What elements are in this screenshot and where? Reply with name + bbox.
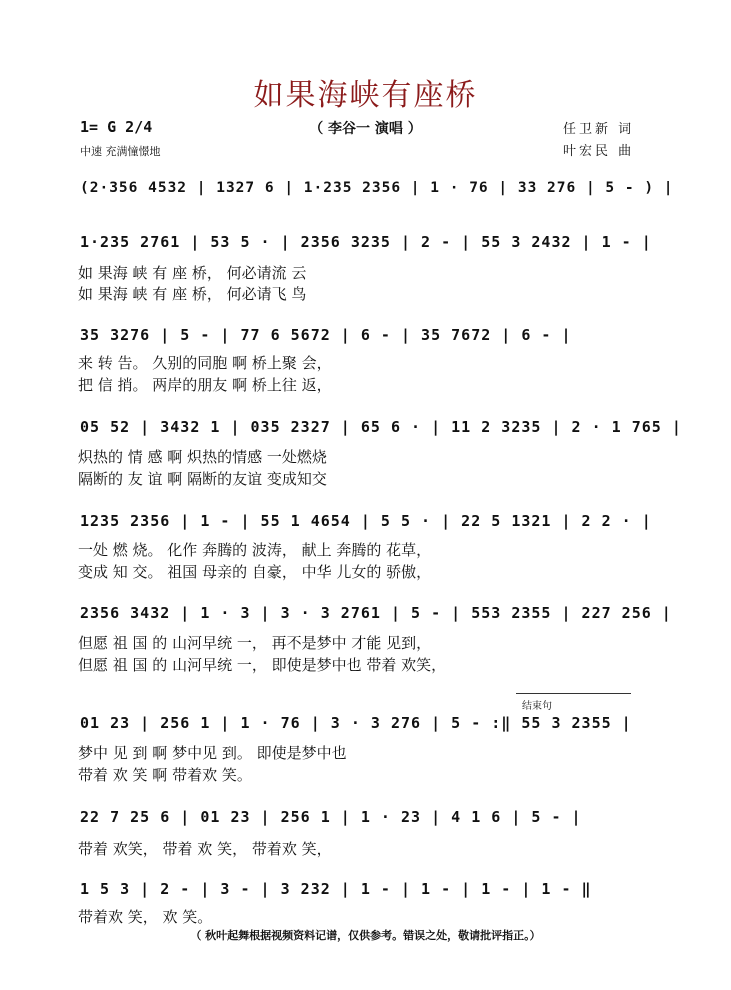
lyric-line: 隔断的 友 谊 啊 隔断的友谊 变成知交 [78, 470, 327, 488]
notation-line: 1 5 3 | 2 - | 3 - | 3 232 | 1 - | 1 - | 1 - | 1 - ‖ [80, 880, 592, 898]
lyric-line: 带着欢 笑， 欢 笑。 [78, 908, 213, 926]
lyric-line: 但愿 祖 国 的 山河早统 一， 即使是梦中也 带着 欢笑， [78, 656, 447, 674]
lyric-line: 炽热的 情 感 啊 炽热的情感 一处燃烧 [78, 448, 327, 466]
page-title: 如果海峡有座桥 [253, 78, 478, 113]
composer-credit: 叶宏民 曲 [563, 144, 635, 159]
lyricist-credit: 任卫新 词 [563, 122, 635, 137]
lyric-line: 把 信 捎。 两岸的朋友 啊 桥上往 返， [78, 376, 332, 394]
lyric-line: 来 转 告。 久别的同胞 啊 桥上聚 会， [78, 354, 332, 372]
lyric-line: 如 果海 峡 有 座 桥， 何必请流 云 [78, 264, 307, 282]
notation-line: 2356 3432 | 1 · 3 | 3 · 3 2761 | 5 - | 553 2355 | 227 256 | [80, 604, 672, 622]
notation-line: 22 7 25 6 | 01 23 | 256 1 | 1 · 23 | 4 1 6 | 5 - | [80, 808, 582, 826]
notation-line: 01 23 | 256 1 | 1 · 76 | 3 · 3 276 | 5 - :‖ 55 3 2355 | [80, 714, 632, 732]
tempo-marking: 中速 充满憧憬地 [80, 145, 161, 158]
lyric-line: 带着 欢笑， 带着 欢 笑， 带着欢 笑， [78, 840, 332, 858]
notation-line: 05 52 | 3432 1 | 035 2327 | 65 6 · | 11 2 3235 | 2 · 1 765 | [80, 418, 682, 436]
lyric-line: 但愿 祖 国 的 山河早统 一， 再不是梦中 才能 见到， [78, 634, 432, 652]
notation-line: 1235 2356 | 1 - | 55 1 4654 | 5 5 · | 22 5 1321 | 2 2 · | [80, 512, 652, 530]
singer-credit: （ 李谷一 演唱 ） [309, 121, 422, 137]
lyric-line: 一处 燃 烧。 化作 奔腾的 波涛， 献上 奔腾的 花草， [78, 541, 432, 559]
notation-line: 35 3276 | 5 - | 77 6 5672 | 6 - | 35 7672 | 6 - | [80, 326, 572, 344]
lyric-line: 如 果海 峡 有 座 桥， 何必请飞 鸟 [78, 285, 307, 303]
lyric-line: 带着 欢 笑 啊 带着欢 笑。 [78, 766, 252, 784]
notation-line: (2·356 4532 | 1327 6 | 1·235 2356 | 1 · 76 | 33 276 | 5 - ) | [80, 180, 674, 196]
ending-bracket [516, 693, 631, 694]
lyric-line: 梦中 见 到 啊 梦中见 到。 即使是梦中也 [78, 744, 347, 762]
key-signature: 1= G 2/4 [80, 118, 153, 136]
footer-note: （ 秋叶起舞根据视频资料记谱，仅供参考。错误之处，敬请批评指正。） [190, 929, 541, 942]
notation-line: 1·235 2761 | 53 5 · | 2356 3235 | 2 - | 55 3 2432 | 1 - | [80, 233, 652, 251]
lyric-line: 变成 知 交。 祖国 母亲的 自豪， 中华 儿女的 骄傲， [78, 563, 432, 581]
ending-label: 结束句 [522, 701, 552, 712]
